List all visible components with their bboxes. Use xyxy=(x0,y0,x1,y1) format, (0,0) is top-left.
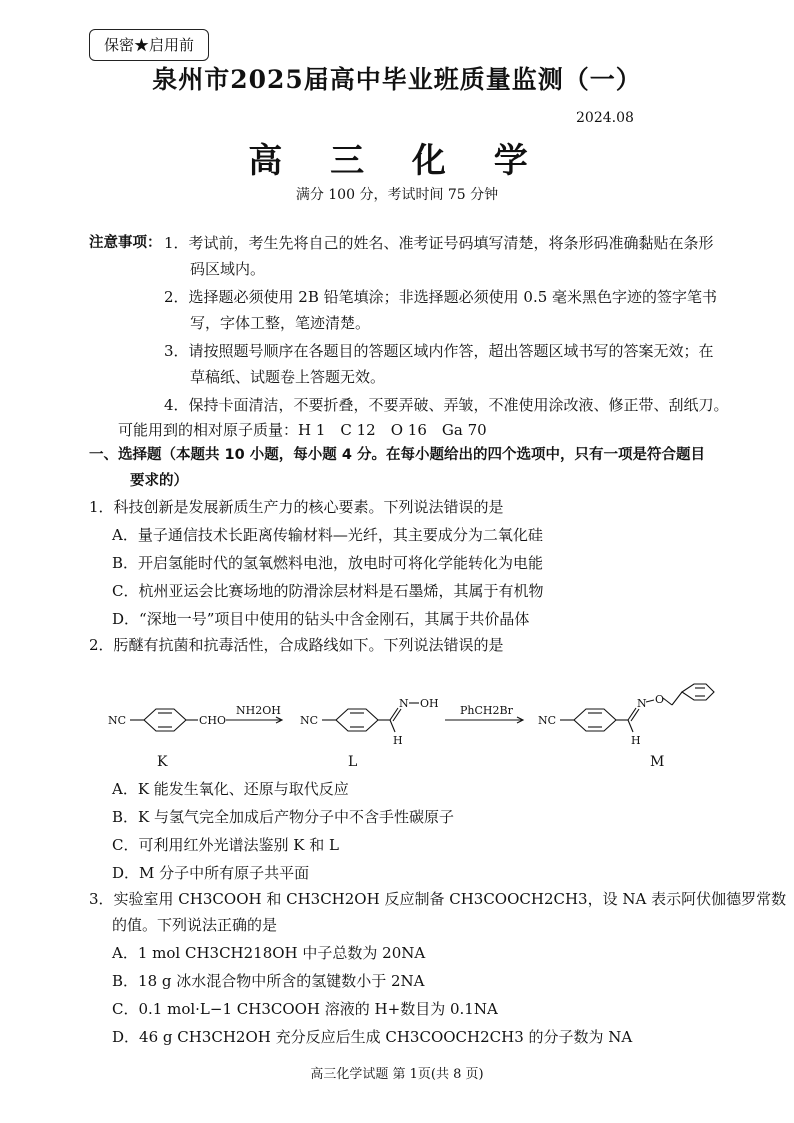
compound-m-label: M xyxy=(650,754,665,770)
k-cho-label: CHO xyxy=(199,714,227,727)
note-2-line-1: 2．选择题必须使用 2B 铅笔填涂；非选择题必须使用 0.5 毫米黑色字迹的签字笔书 xyxy=(164,288,718,306)
note-4: 4．保持卡面清洁，不要折叠，不要弄破、弄皱，不准使用涂改液、修正带、刮纸刀。 xyxy=(164,396,729,414)
q3-option-a: A．1 mol CH3CH218OH 中子总数为 20NA xyxy=(112,944,426,962)
note-1-line-2: 码区域内。 xyxy=(190,260,266,278)
subject-title: 高 三 化 学 xyxy=(248,141,546,181)
section-1-heading-line-2: 要求的） xyxy=(130,473,188,489)
l-nc-label: NC xyxy=(300,714,319,727)
q1-option-c: C．杭州亚运会比赛场地的防滑涂层材料是石墨烯，其属于有机物 xyxy=(112,582,544,600)
notes-heading: 注意事项： xyxy=(89,235,162,251)
q3-option-b: B．18 g 冰水混合物中所含的氢键数小于 2NA xyxy=(112,972,425,990)
exam-date: 2024.08 xyxy=(576,110,634,126)
reagent-2: PhCH2Br xyxy=(460,704,513,717)
q1-option-a: A．量子通信技术长距离传输材料—光纤，其主要成分为二氧化硅 xyxy=(112,526,543,544)
m-h-label: H xyxy=(631,734,641,747)
m-n-label: N xyxy=(637,697,647,710)
confidential-badge: 保密★启用前 xyxy=(89,29,209,61)
note-3-line-1: 3．请按照题号顺序在各题目的答题区域内作答，超出答题区域书写的答案无效；在 xyxy=(164,342,714,360)
exam-info: 满分 100 分，考试时间 75 分钟 xyxy=(295,187,499,203)
q3-option-d: D．46 g CH3CH2OH 充分反应后生成 CH3COOCH2CH3 的分子数为 NA xyxy=(112,1028,633,1046)
q3-stem-line-2: 的值。下列说法正确的是 xyxy=(112,916,278,934)
synthesis-scheme xyxy=(100,680,750,775)
atomic-mass: 可能用到的相对原子质量：H 1 C 12 O 16 Ga 70 xyxy=(118,421,487,439)
reagent-1: NH2OH xyxy=(236,704,281,717)
q2-option-a: A．K 能发生氧化、还原与取代反应 xyxy=(112,780,349,798)
exam-title: 泉州市2025届高中毕业班质量监测（一） xyxy=(152,65,642,94)
m-nc-label: NC xyxy=(538,714,557,727)
l-n-label: N xyxy=(399,697,409,710)
note-1-line-1: 1．考试前，考生先将自己的姓名、准考证号码填写清楚，将条形码准确黏贴在条形 xyxy=(164,234,714,252)
note-3-line-2: 草稿纸、试题卷上答题无效。 xyxy=(190,368,386,386)
q2-option-c: C．可利用红外光谱法鉴别 K 和 L xyxy=(112,836,339,854)
l-h-label: H xyxy=(393,734,403,747)
m-o-label: O xyxy=(655,693,665,706)
q2-option-d: D．M 分子中所有原子共平面 xyxy=(112,864,310,882)
compound-l-label: L xyxy=(348,754,358,770)
compound-k-label: K xyxy=(157,754,168,770)
q3-stem-line-1: 3．实验室用 CH3COOH 和 CH3CH2OH 反应制备 CH3COOCH2CH3，设 NA 表示阿伏伽德罗常数 xyxy=(89,890,787,908)
k-nc-label: NC xyxy=(108,714,127,727)
l-oh-label: OH xyxy=(420,697,439,710)
note-2-line-2: 写，字体工整，笔迹清楚。 xyxy=(190,314,371,332)
q2-stem: 2．肟醚有抗菌和抗毒活性，合成路线如下。下列说法错误的是 xyxy=(89,636,504,654)
section-1-heading-line-1: 一、选择题（本题共 10 小题，每小题 4 分。在每小题给出的四个选项中，只有一项是符合题目 xyxy=(89,447,705,463)
page-footer: 高三化学试题 第 1页(共 8 页) xyxy=(310,1067,484,1082)
q2-option-b: B．K 与氢气完全加成后产物分子中不含手性碳原子 xyxy=(112,808,454,826)
q1-option-b: B．开启氢能时代的氢氧燃料电池，放电时可将化学能转化为电能 xyxy=(112,554,544,572)
q1-stem: 1．科技创新是发展新质生产力的核心要素。下列说法错误的是 xyxy=(89,498,504,516)
q3-option-c: C．0.1 mol·L−1 CH3COOH 溶液的 H+数目为 0.1NA xyxy=(112,1000,498,1018)
q1-option-d: D．“深地一号”项目中使用的钻头中含金刚石，其属于共价晶体 xyxy=(112,610,530,628)
